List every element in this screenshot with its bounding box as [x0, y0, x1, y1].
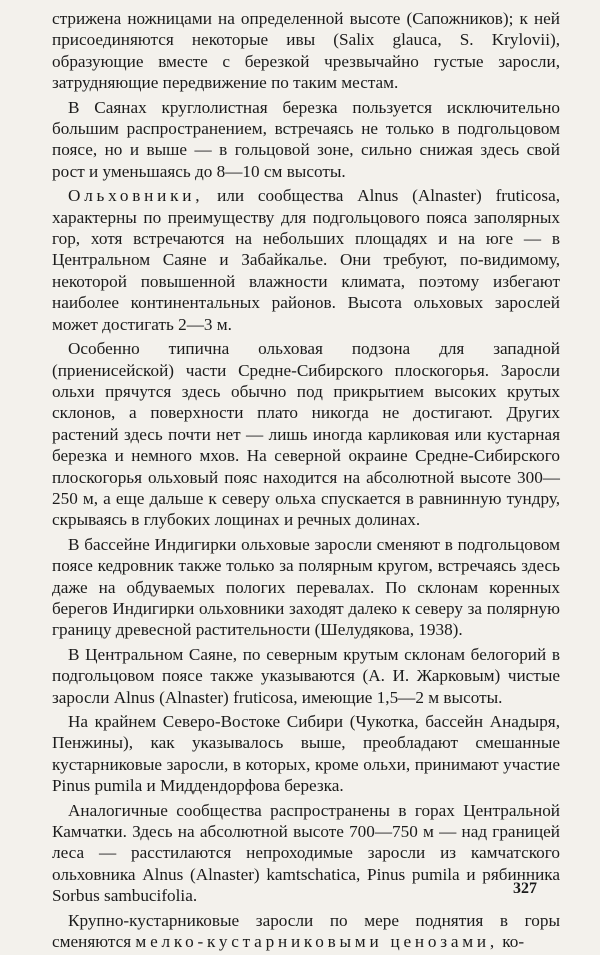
spaced-term-olkhovniki: Ольховники, — [68, 186, 204, 206]
paragraph-4 — [52, 338, 560, 531]
paragraph-3-text: или сообщества Alnus (Alnaster) fruticosa, характерны по преимуществу для подгольцового пояса заполярных гор, хотя встречаются на небольших площадях и на юге — в Центральном Саяне и Забайкалье. Они требуют, по-видимому, некоторой повышенной влажности климата, поэтому избегают наиболее континентальных районов. Высота ольховых зарослей может достигать 2—3 м. — [52, 186, 560, 334]
paragraph-5-text: В бассейне Индигирки ольховые заросли сменяют в подгольцовом поясе кедровник также только за полярным кругом, встречаясь здесь даже на обдуваемых пологих перевалах. По склонам коренных берегов Индигирки ольховники заходят далеко к северу за полярную границу древесной растительности (Шелудякова, 1938). — [52, 534, 560, 640]
paragraph-1 — [52, 8, 560, 94]
paragraph-7 — [52, 711, 560, 797]
paragraph-1-text: стрижена ножницами на определенной высоте (Сапожников); к ней присоединяются некоторые ивы (Salix glauca, S. Krylovii), образующие вместе с березкой чрезвычайно густые заросли, затрудняющие передвижение по таким местам. — [52, 9, 560, 93]
paragraph-5 — [52, 534, 560, 641]
paragraph-7-text: На крайнем Северо-Востоке Сибири (Чукотка, бассейн Анадыря, Пенжины), как указывалось выше, преобладают смешанные кустарниковые заросли, в которых, кроме ольхи, принимают участие Pinus pumila и Миддендорфова березка. — [52, 712, 560, 796]
page-number: 327 — [513, 880, 537, 897]
paragraph-9-text-after: ко- — [497, 932, 525, 952]
document-page — [52, 8, 560, 955]
paragraph-8-text: Аналогичные сообщества распространены в горах Центральной Камчатки. Здесь на абсолютной высоте 700—750 м — над границей леса — расстилаются непроходимые заросли из камчатского ольховника Alnus (Alnaster) kamtschatica, Pinus pumila и рябинника Sorbus sambucifolia. — [52, 800, 560, 906]
paragraph-9-text-before: Крупно-кустарниковые заросли по мере поднятия в горы сменяются — [52, 910, 560, 952]
paragraph-9 — [52, 910, 560, 953]
spaced-term-melko: мелко-кустарниковыми ценозами, — [135, 932, 498, 952]
paragraph-6 — [52, 644, 560, 708]
paragraph-3 — [52, 185, 560, 335]
paragraph-2-text: В Саянах круглолистная березка пользуется исключительно большим распространением, встречаясь не только в подгольцовом поясе, но и выше — в гольцовой зоне, сильно снижая здесь свой рост и уменьшаясь до 8—10 см высоты. — [52, 97, 560, 181]
paragraph-2 — [52, 97, 560, 183]
paragraph-4-text: Особенно типична ольховая подзона для западной (приенисейской) части Средне-Сибирского плоскогорья. Заросли ольхи прячутся здесь обычно под прикрытием высоких крутых склонов, а поверхности плато никогда не достигают. Других растений здесь почти нет — лишь иногда карликовая или кустарная березка и немного мхов. На северной окраине Средне-Сибирского плоскогорья ольховый пояс находится на абсолютной высоте 300—250 м, а еще дальше к северу ольха спускается в равнинную тундру, скрываясь в глубоких лощинах и речных долинах. — [52, 339, 560, 530]
paragraph-6-text: В Центральном Саяне, по северным крутым склонам белогорий в подгольцовом поясе также указываются (А. И. Жарковым) чистые заросли Alnus (Alnaster) fruticosa, имеющие 1,5—2 м высоты. — [52, 644, 560, 707]
paragraph-8 — [52, 800, 560, 907]
